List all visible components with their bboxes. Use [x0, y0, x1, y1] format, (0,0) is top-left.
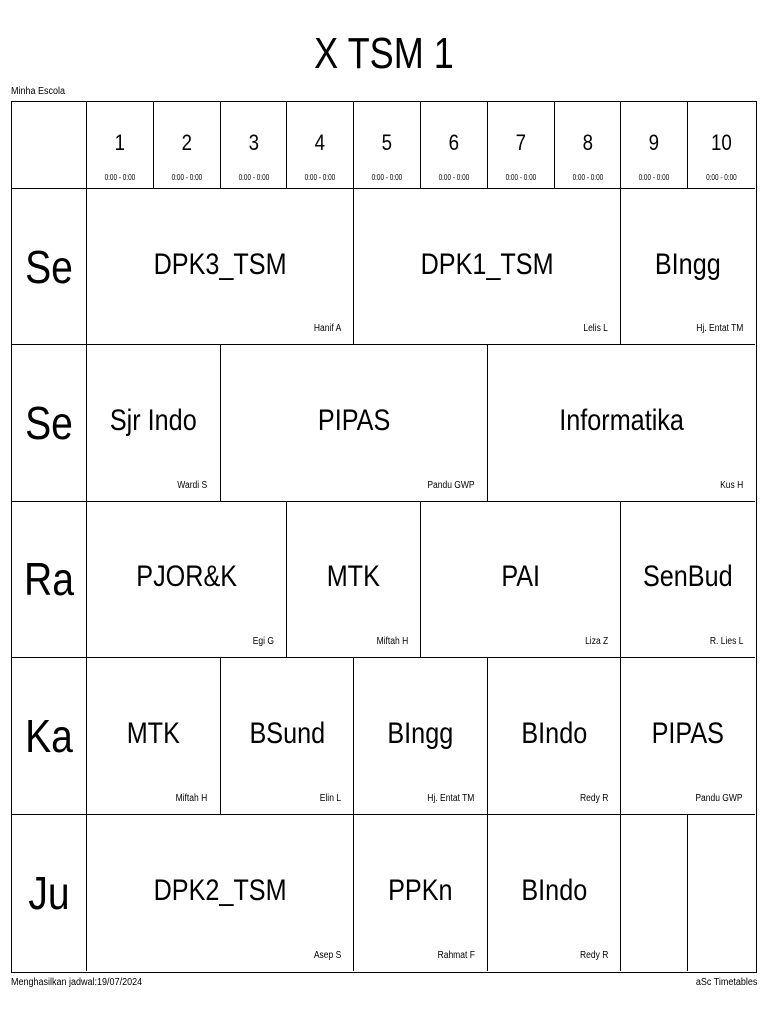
lesson-teacher: Redy R — [580, 949, 609, 961]
lesson-teacher: R. Lies L — [709, 636, 743, 648]
lesson-subject: BIndo — [521, 716, 588, 750]
day-label-cell — [12, 345, 87, 501]
lesson-teacher: Pandu GWP — [427, 479, 475, 491]
lesson-subject: BIngg — [387, 716, 454, 750]
period-number: 10 — [711, 130, 732, 155]
period-number: 9 — [649, 130, 660, 155]
lesson-teacher: Wardi S — [177, 479, 208, 491]
lesson-subject: BIndo — [521, 873, 588, 907]
generated-date: Menghasilkan jadwal:19/07/2024 — [11, 977, 143, 988]
period-number: 7 — [515, 130, 526, 155]
lesson-cell — [87, 189, 354, 345]
period-header — [87, 102, 154, 189]
brand-label: aSc Timetables — [695, 977, 757, 988]
period-number: 6 — [448, 130, 460, 155]
lesson-cell — [621, 502, 755, 658]
lesson-teacher: Hj. Entat TM — [427, 792, 475, 804]
lesson-teacher: Redy R — [580, 792, 609, 804]
period-header — [488, 102, 555, 189]
lesson-teacher: Pandu GWP — [695, 792, 743, 804]
school-name: Minha Escola — [11, 86, 66, 97]
lesson-subject: MTK — [126, 716, 180, 750]
lesson-teacher: Liza Z — [585, 636, 609, 648]
period-header — [221, 102, 288, 189]
lesson-subject: PAI — [501, 560, 541, 594]
lesson-cell — [354, 189, 621, 345]
lesson-subject: MTK — [327, 560, 381, 594]
day-name: Ju — [28, 866, 70, 919]
lesson-cell — [87, 502, 287, 658]
corner-cell — [12, 102, 87, 189]
period-header — [421, 102, 488, 189]
lesson-teacher: Miftah H — [376, 636, 408, 648]
period-header — [621, 102, 688, 189]
period-time: 0:00 - 0:00 — [238, 173, 269, 182]
period-time: 0:00 - 0:00 — [171, 173, 202, 182]
period-header — [354, 102, 421, 189]
day-name: Se — [25, 397, 73, 450]
lesson-subject: DPK3_TSM — [153, 247, 287, 281]
lesson-cell — [488, 658, 622, 814]
period-time: 0:00 - 0:00 — [304, 173, 336, 182]
lesson-subject — [694, 871, 750, 911]
lesson-cell — [421, 502, 621, 658]
lesson-cell — [221, 345, 488, 501]
period-time: 0:00 - 0:00 — [438, 173, 470, 182]
day-name: Ra — [24, 553, 74, 606]
period-number: 5 — [381, 130, 393, 155]
period-time: 0:00 - 0:00 — [371, 173, 403, 182]
lesson-teacher: Hj. Entat TM — [695, 323, 743, 335]
lesson-cell — [621, 189, 755, 345]
empty-lesson-cell — [621, 815, 688, 971]
lesson-cell — [287, 502, 421, 658]
lesson-cell — [354, 815, 488, 971]
lesson-teacher: Hanif A — [313, 323, 342, 335]
period-number: 8 — [582, 130, 593, 155]
lesson-subject: DPK2_TSM — [153, 873, 287, 907]
lesson-subject — [627, 871, 682, 911]
lesson-subject: Informatika — [559, 404, 684, 438]
lesson-cell — [621, 658, 755, 814]
lesson-subject: PJOR&K — [136, 560, 238, 594]
lesson-subject: PIPAS — [317, 404, 390, 438]
day-name: Se — [25, 240, 73, 293]
day-label-cell — [12, 658, 87, 814]
lesson-cell — [488, 345, 755, 501]
lesson-subject: PIPAS — [652, 716, 725, 750]
day-label-cell — [12, 189, 87, 345]
day-label-cell — [12, 815, 87, 971]
period-header — [154, 102, 221, 189]
lesson-teacher: Asep S — [313, 949, 342, 961]
lesson-teacher: Kus H — [719, 479, 743, 491]
lesson-subject: PPKn — [388, 873, 453, 907]
period-number: 2 — [181, 130, 192, 155]
period-number: 4 — [315, 130, 326, 155]
lesson-cell — [87, 345, 221, 501]
lesson-cell — [87, 658, 221, 814]
period-header — [287, 102, 354, 189]
lesson-teacher: Miftah H — [175, 792, 208, 804]
lesson-subject: BIngg — [655, 247, 722, 281]
lesson-cell — [87, 815, 354, 971]
empty-lesson-cell — [688, 815, 755, 971]
lesson-teacher: Rahmat F — [437, 949, 475, 961]
lesson-teacher: Egi G — [253, 636, 275, 648]
period-time: 0:00 - 0:00 — [505, 173, 536, 182]
lesson-subject: SenBud — [643, 560, 734, 594]
lesson-teacher: Elin L — [319, 792, 342, 804]
period-number: 1 — [114, 130, 126, 155]
lesson-cell — [221, 658, 355, 814]
lesson-teacher: Lelis L — [583, 323, 609, 335]
lesson-subject: Sjr Indo — [109, 404, 197, 438]
period-time: 0:00 - 0:00 — [706, 173, 737, 182]
lesson-subject: DPK1_TSM — [420, 247, 554, 281]
period-number: 3 — [248, 130, 259, 155]
lesson-cell — [488, 815, 622, 971]
day-name: Ka — [25, 709, 73, 762]
day-label-cell — [12, 502, 87, 658]
lesson-subject: BSund — [249, 716, 325, 750]
lesson-cell — [354, 658, 488, 814]
period-time: 0:00 - 0:00 — [104, 173, 136, 182]
period-header — [688, 102, 755, 189]
period-time: 0:00 - 0:00 — [572, 173, 603, 182]
period-time: 0:00 - 0:00 — [638, 173, 670, 182]
timetable-grid — [11, 101, 757, 973]
period-header — [555, 102, 622, 189]
page-title: X TSM 1 — [314, 29, 454, 78]
